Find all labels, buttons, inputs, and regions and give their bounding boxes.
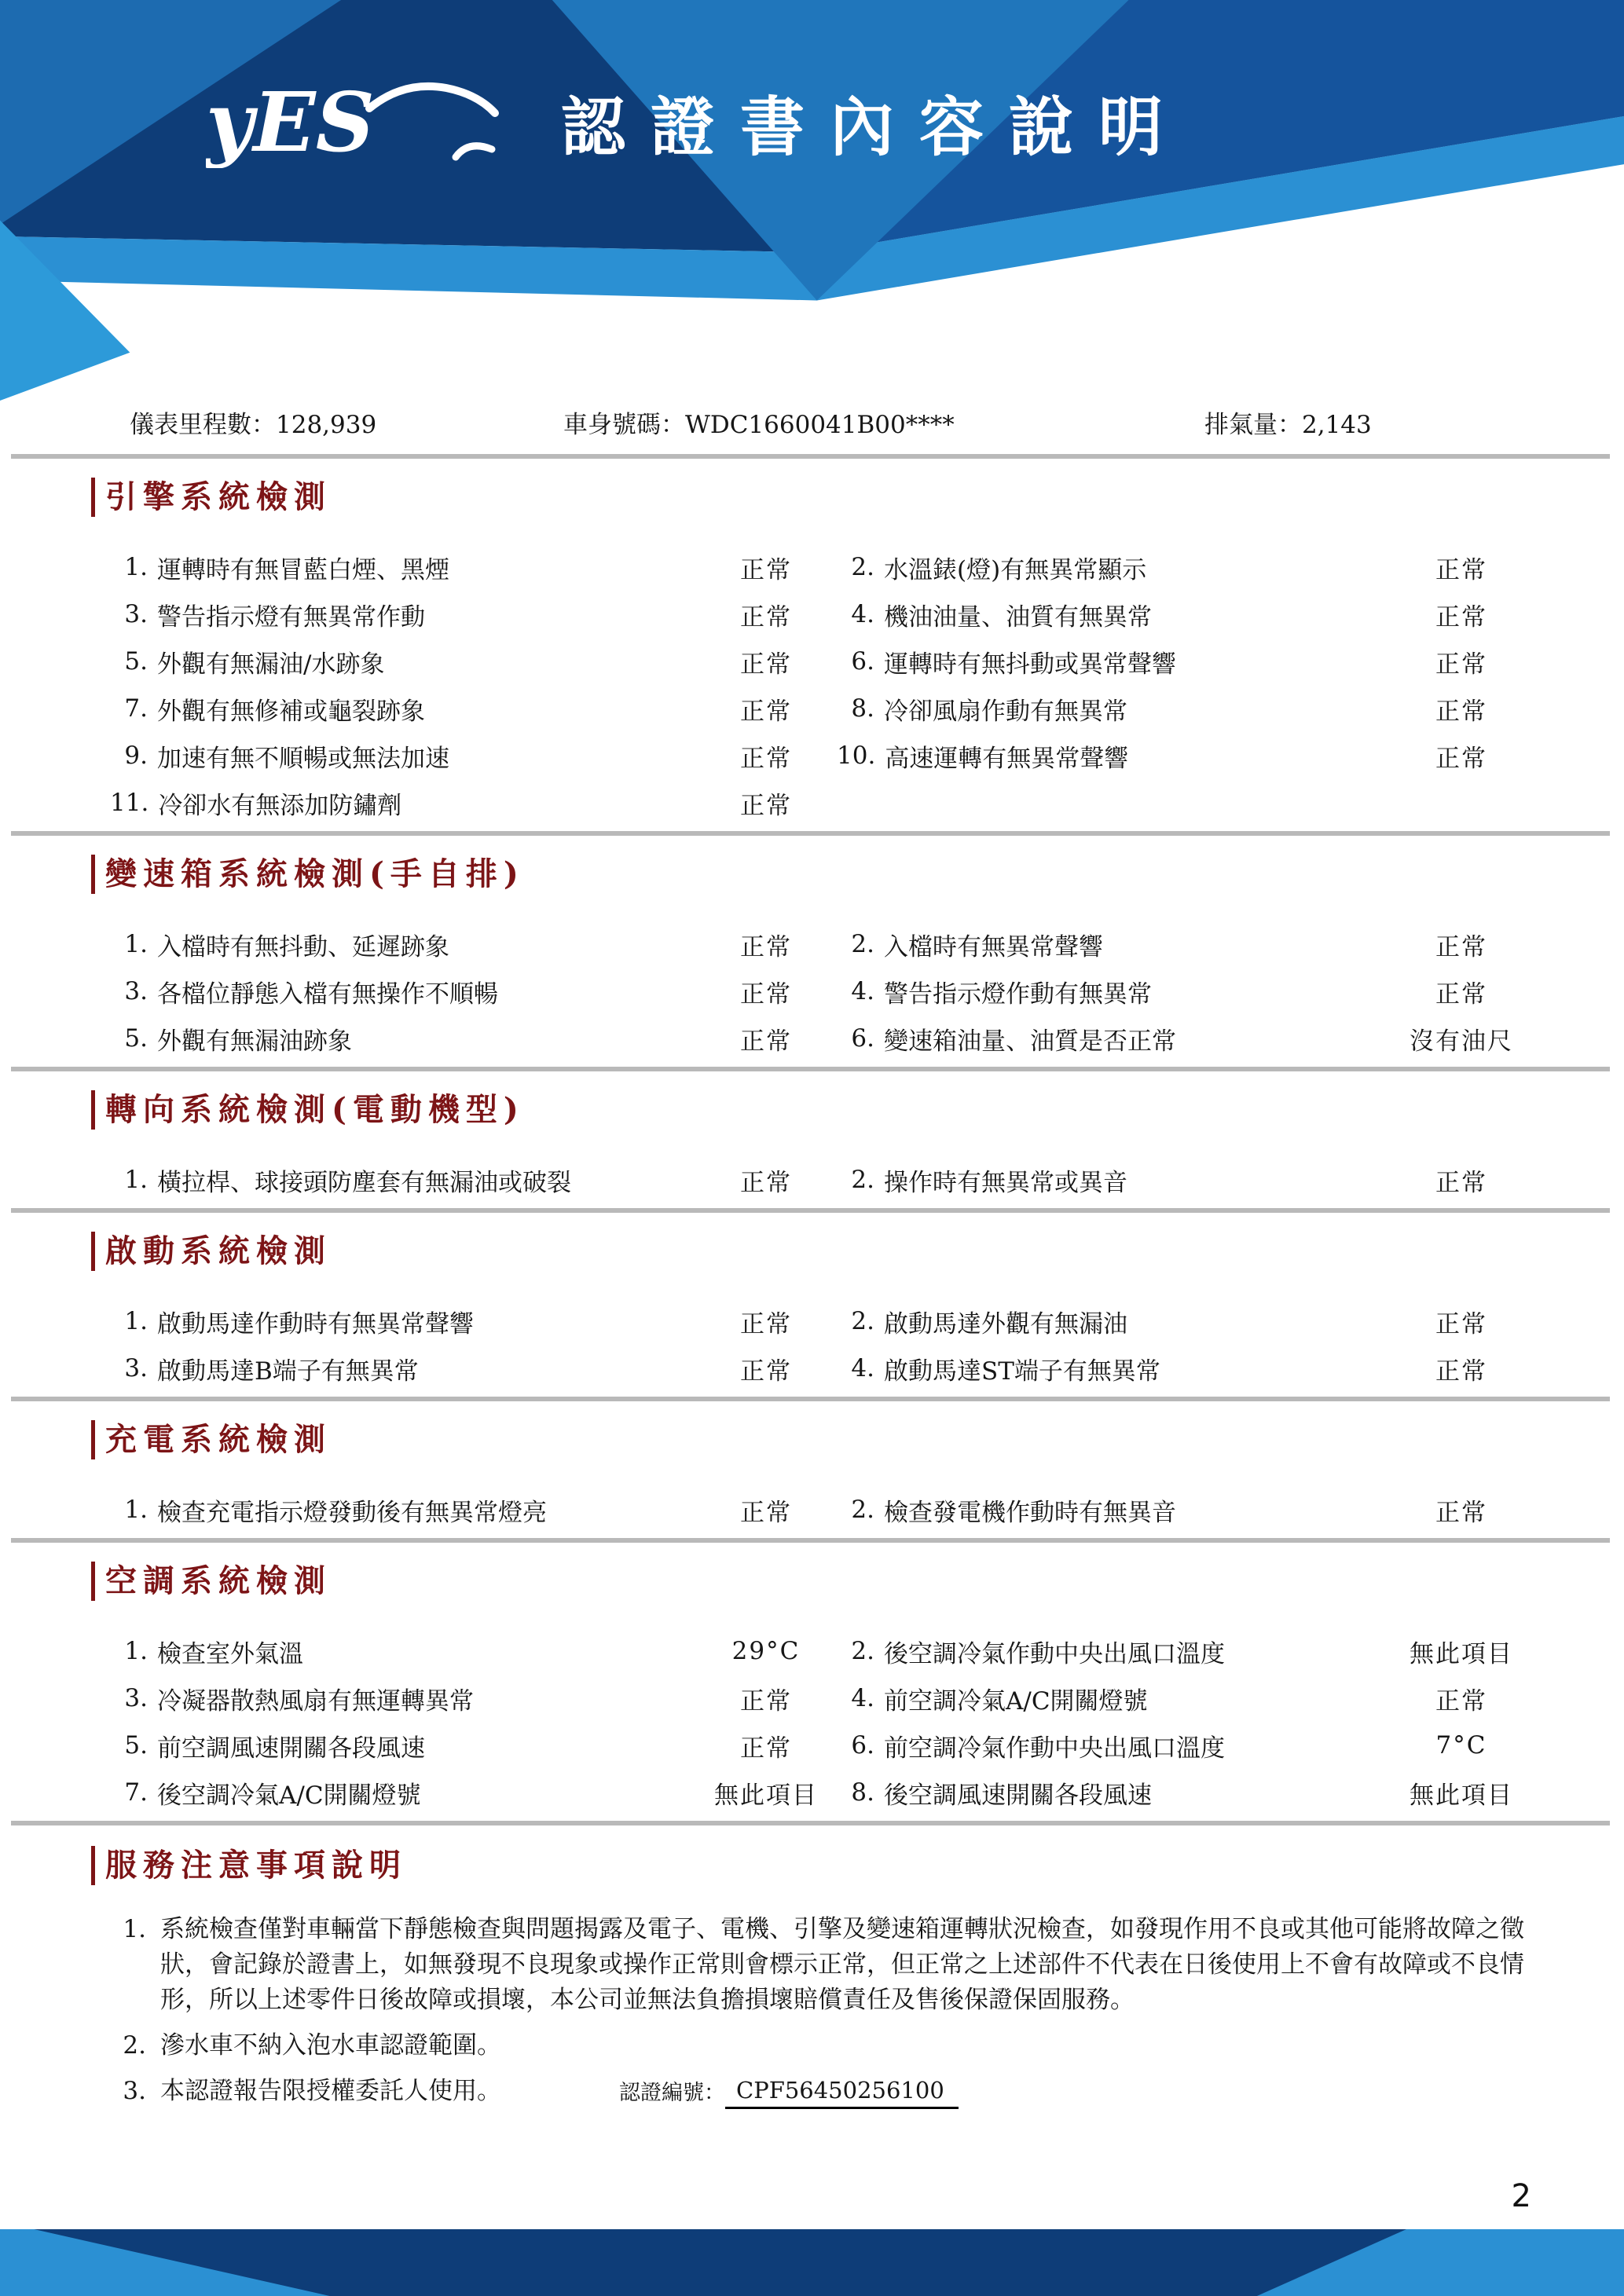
check-item [110,968,695,1015]
check-result: 正常 [1435,980,1487,1009]
logo-text: yES [206,75,375,168]
item-number: 1. [124,930,148,958]
check-result: 正常 [740,602,792,632]
check-result: 正常 [1435,1686,1487,1716]
item-text: 變速箱油量、油質是否正常 [884,1027,1176,1056]
item-text: 檢查室外氣溫 [157,1639,303,1668]
certificate-number-label: 認證編號： [619,2081,725,2105]
vehicle-info-field: 排氣量：2,143 [1204,411,1372,439]
check-item [110,638,695,685]
note-item [110,2074,1555,2109]
check-result: 正常 [1435,744,1487,773]
check-result: 正常 [740,697,792,726]
item-text: 操作時有無異常或異音 [884,1168,1127,1197]
item-text: 運轉時有無抖動或異常聲響 [884,650,1176,679]
check-item [837,1298,1387,1345]
section-title: 變速箱系統檢測(手自排) [91,855,1624,894]
item-number: 4. [851,600,874,628]
check-item [110,1345,695,1392]
check-item [837,638,1387,685]
item-number: 1. [124,1166,148,1194]
item-text: 高速運轉有無異常聲響 [885,744,1129,773]
page-title: 認證書內容說明 [561,90,1189,165]
item-number: 3. [124,600,148,628]
item-number: 11. [110,789,149,817]
item-text: 冷凝器散熱風扇有無運轉異常 [157,1686,474,1716]
section-rows [110,1628,1536,1816]
check-result: 正常 [1435,555,1487,584]
note-text: 系統檢查僅對車輛當下靜態檢查與問題揭露及電子、電機、引擎及變速箱運轉狀況檢查，如發現作用不良或其他可能將故障之徵狀，會記錄於證書上，如無發現不良現象或操作正常則會標示正常，但正常之上述部件不代表在日後使用上不會有故障或不良情形，所以上述零件日後故障或損壞，本公司並無法負擔損壞賠償責任及售後保證保固服務。 [160,1915,1524,2014]
yes-car-logo-icon [206,75,520,168]
check-item [837,1628,1387,1675]
certificate-number-value: CPF56450256100 [725,2075,959,2109]
check-result: 正常 [740,1498,792,1527]
check-result: 7°C [1435,1731,1487,1760]
section-rows [110,921,1536,1062]
note-text: 滲水車不納入泡水車認證範圍。 [160,2031,501,2060]
check-result: 正常 [740,650,792,679]
section-rows [110,1298,1536,1392]
item-number: 2. [851,553,874,581]
check-item [837,732,1387,779]
inspection-section [0,836,1624,1067]
check-result: 正常 [1435,602,1487,632]
check-result: 正常 [1435,697,1487,726]
check-result: 正常 [1435,1498,1487,1527]
check-item [110,591,695,638]
inspection-section [0,1543,1624,1821]
item-number: 6. [851,1024,874,1053]
page-number: 2 [1511,2178,1531,2214]
section-title: 空調系統檢測 [91,1562,1624,1601]
notes-list [0,1912,1624,2109]
item-text: 後空調冷氣A/C開關燈號 [157,1781,421,1810]
item-text: 前空調風速開關各段風速 [157,1734,425,1763]
check-result: 正常 [740,1168,792,1197]
item-number: 7. [124,694,148,723]
check-result: 正常 [1435,1168,1487,1197]
item-number: 5. [124,647,148,676]
item-number: 7. [124,1778,148,1807]
check-result: 29°C [731,1637,801,1665]
item-text: 冷卻風扇作動有無異常 [884,697,1127,726]
check-result: 正常 [740,555,792,584]
check-item [110,732,695,779]
item-text: 啟動馬達作動時有無異常聲響 [157,1309,474,1338]
note-item [110,1912,1555,2018]
car-roof-outline [369,86,495,113]
check-result: 正常 [740,791,792,820]
item-text: 入檔時有無抖動、延遲跡象 [157,932,449,961]
inspection-section [0,1213,1624,1397]
inspection-sections [0,459,1624,1825]
check-result: 正常 [1435,1357,1487,1386]
item-text: 加速有無不順暢或無法加速 [157,744,449,773]
check-item [110,921,695,968]
item-text: 冷卻水有無添加防鏽劑 [158,791,402,820]
check-item [837,591,1387,638]
item-text: 後空調風速開關各段風速 [884,1781,1152,1810]
item-number: 3. [124,1684,148,1712]
note-item [110,2028,1555,2063]
item-text: 檢查充電指示燈發動後有無異常燈亮 [157,1498,547,1527]
check-item [110,1486,695,1533]
item-text: 後空調冷氣作動中央出風口溫度 [884,1639,1225,1668]
check-item [837,1722,1387,1769]
item-text: 各檔位靜態入檔有無操作不順暢 [157,980,498,1009]
item-text: 啟動馬達B端子有無異常 [157,1357,419,1386]
check-item [837,544,1387,591]
check-item [837,968,1387,1015]
note-text: 本認證報告限授權委託人使用。 [160,2077,501,2105]
item-text: 外觀有無漏油/水跡象 [157,650,385,679]
item-number: 1. [124,1637,148,1665]
check-item [110,1156,695,1203]
check-item [837,1769,1387,1816]
check-item [837,1156,1387,1203]
check-item [110,1722,695,1769]
certificate-number-block [619,2074,959,2109]
item-text: 啟動馬達外觀有無漏油 [884,1309,1127,1338]
item-number: 9. [124,742,148,770]
check-result: 正常 [740,1686,792,1716]
inspection-section [0,1401,1624,1538]
vehicle-info-field: 儀表里程數：128,939 [130,411,377,439]
item-text: 機油油量、油質有無異常 [884,602,1152,632]
item-text: 警告指示燈作動有無異常 [884,980,1152,1009]
item-number: 4. [851,977,874,1005]
item-number: 1. [124,1496,148,1524]
check-item [110,779,695,826]
check-item [837,921,1387,968]
item-number: 2. [851,930,874,958]
section-title: 充電系統檢測 [91,1420,1624,1459]
check-item [110,544,695,591]
page-header [0,0,1624,401]
item-number: 4. [851,1354,874,1382]
item-text: 前空調冷氣作動中央出風口溫度 [884,1734,1225,1763]
note-number: 3. [123,2077,146,2105]
item-number: 5. [124,1731,148,1760]
check-result: 沒有油尺 [1410,1027,1513,1056]
check-result: 正常 [740,1027,792,1056]
item-number: 1. [124,553,148,581]
check-result: 無此項目 [1410,1781,1513,1810]
item-text: 運轉時有無冒藍白煙、黑煙 [157,555,449,584]
check-result: 正常 [1435,1309,1487,1338]
footer-banner-shape [0,2229,1624,2296]
inspection-section [0,459,1624,831]
item-number: 4. [851,1684,874,1712]
check-result: 正常 [740,1309,792,1338]
check-result: 正常 [740,1734,792,1763]
item-number: 6. [851,1731,874,1760]
check-result: 正常 [1435,932,1487,961]
check-item [837,1015,1387,1062]
section-rows [110,1156,1536,1203]
item-number: 8. [851,1778,874,1807]
item-number: 3. [124,1354,148,1382]
item-text: 外觀有無漏油跡象 [157,1027,352,1056]
check-result: 正常 [740,744,792,773]
check-item [837,685,1387,732]
item-text: 前空調冷氣A/C開關燈號 [884,1686,1148,1716]
item-text: 橫拉桿、球接頭防塵套有無漏油或破裂 [157,1168,571,1197]
note-number: 1. [123,1915,146,1943]
section-title: 引擎系統檢測 [91,478,1624,517]
check-item [837,1486,1387,1533]
item-text: 外觀有無修補或龜裂跡象 [157,697,425,726]
item-text: 啟動馬達ST端子有無異常 [884,1357,1160,1386]
check-result: 無此項目 [714,1781,818,1810]
item-text: 警告指示燈有無異常作動 [157,602,425,632]
section-title: 轉向系統檢測(電動機型) [91,1090,1624,1130]
inspection-section [0,1071,1624,1208]
vehicle-info-field: 車身號碼：WDC1660041B00**** [563,411,955,439]
item-number: 2. [851,1166,874,1194]
item-number: 2. [851,1496,874,1524]
item-number: 2. [851,1637,874,1665]
item-number: 1. [124,1307,148,1335]
check-item [110,1015,695,1062]
item-number: 6. [851,647,874,676]
page-footer [0,2229,1624,2296]
section-rows [110,1486,1536,1533]
check-item [110,1769,695,1816]
check-item [110,1628,695,1675]
check-result: 正常 [1435,650,1487,679]
item-text: 檢查發電機作動時有無異音 [884,1498,1176,1527]
brand-block [206,75,1188,168]
item-text: 入檔時有無異常聲響 [884,932,1103,961]
service-notes [0,1825,1624,2109]
check-item [837,1675,1387,1722]
car-wheel-outline [456,146,492,157]
check-item [110,1675,695,1722]
item-number: 3. [124,977,148,1005]
check-item [110,1298,695,1345]
notes-title: 服務注意事項說明 [91,1846,1624,1885]
check-item [110,685,695,732]
item-number: 10. [837,742,876,770]
check-result: 正常 [740,932,792,961]
check-result: 無此項目 [1410,1639,1513,1668]
check-result: 正常 [740,1357,792,1386]
section-rows [110,544,1536,826]
note-number: 2. [123,2031,146,2060]
item-text: 水溫錶(燈)有無異常顯示 [884,555,1147,584]
item-number: 8. [851,694,874,723]
item-number: 5. [124,1024,148,1053]
check-result: 正常 [740,980,792,1009]
item-number: 2. [851,1307,874,1335]
check-item [837,1345,1387,1392]
section-title: 啟動系統檢測 [91,1232,1624,1271]
